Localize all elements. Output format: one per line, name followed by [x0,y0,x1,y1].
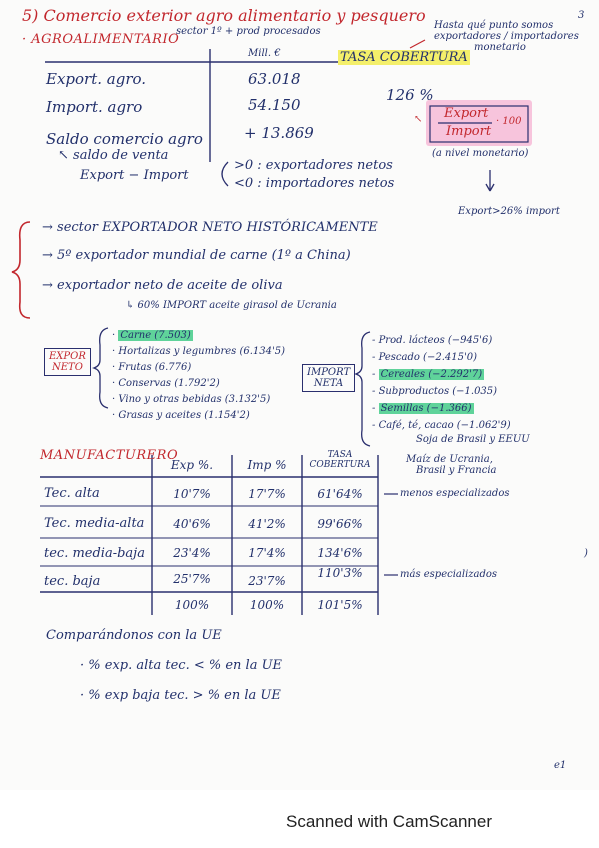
saldo-agro-label: Saldo comercio agro [46,130,203,148]
cell-cov: 110'3% [317,566,363,580]
saldo-note: ↖ saldo de venta [58,148,169,163]
row-label: tec. baja [44,574,101,589]
cell-imp: 17'4% [248,546,286,560]
coverage-label: TASA COBERTURA [340,50,468,65]
bullet-exportador-neto: → sector EXPORTADOR NETO HISTÓRICAMENTE [42,220,378,235]
row-label: Tec. alta [44,486,100,501]
unit-label: Mill. € [248,48,281,59]
export-item: · Vino y otras bebidas (3.132'5) [112,394,271,405]
export-neto-list [112,328,285,424]
export-agro-label: Export. agro. [46,70,147,88]
formula-note: (a nivel monetario) [432,148,529,159]
cell-exp: 23'4% [173,546,211,560]
agro-corner-note: Hasta qué punto somos exportadores / importadores monetario [434,20,579,53]
cell-imp: 17'7% [248,487,286,501]
page-number: 3 [578,10,585,21]
page-heading: 5) Comercio exterior agro alimentario y pesquero [22,6,426,25]
comparison-item: · % exp baja tec. > % en la UE [80,688,281,703]
bullet-girasol: ↳ 60% IMPORT aceite girasol de Ucrania [126,300,337,311]
comparison-title: Comparándonos con la UE [46,628,222,643]
header-coverage: TASA COBERTURA [309,450,371,470]
cell-cov: 134'6% [317,546,363,560]
import-neto-label: IMPORT NETA [302,364,355,392]
formula-arrow: ↖ [414,114,423,125]
cell-cov: 99'66% [317,517,363,531]
agro-arrow-note: sector 1º + prod procesados [176,26,321,37]
cell-exp: 25'7% [173,572,211,586]
header-exp: Exp %. [170,458,214,472]
import-item: - Café, té, cacao (−1.062'9) [372,420,511,431]
export-agro-value: 63.018 [248,70,301,88]
import-item: - Subproductos (−1.035) [372,386,498,397]
import-item: - Cereales (−2.292'7) [372,369,483,380]
saldo-case-positive: >0 : exportadores netos [234,158,393,173]
header-imp: Imp % [247,458,287,472]
cell-imp: 23'7% [248,574,286,588]
export-threshold-note: Export>26% import [458,206,560,217]
import-agro-value: 54.150 [248,96,301,114]
row-label: Tec. media-alta [44,516,145,531]
maiz-note: Maíz de Ucrania, Brasil y Francia [406,454,497,476]
formula-multiplier: · 100 [496,116,522,127]
cell-cov: 61'64% [317,487,363,501]
margin-mark: ) [584,548,588,559]
import-item: - Prod. lácteos (−945'6) [372,335,493,346]
comparison-item: · % exp. alta tec. < % en la UE [80,658,283,673]
saldo-agro-value: + 13.869 [244,124,314,142]
manufacturero-title: MANUFACTURERO [40,448,179,463]
cell-exp: 10'7% [173,487,211,501]
bullet-aceite-oliva: → exportador neto de aceite de oliva [42,278,283,293]
import-neto-list [372,332,511,434]
corner-bottom-mark: e1 [554,760,567,771]
soja-note: Soja de Brasil y EEUU [416,434,530,445]
saldo-case-negative: <0 : importadores netos [234,176,395,191]
saldo-formula: Export − Import [80,168,189,183]
export-neto-label: EXPOR NETO [44,348,91,376]
cell-exp: 40'6% [173,517,211,531]
export-item: · Grasas y aceites (1.154'2) [112,410,250,421]
coverage-value: 126 % [386,86,434,104]
import-item: - Pescado (−2.415'0) [372,352,477,363]
import-agro-label: Import. agro [46,98,143,116]
total-imp: 100% [249,598,285,612]
bullet-carne: → 5º exportador mundial de carne (1º a China) [42,248,351,263]
formula-numerator: Export [444,106,489,121]
row-note: menos especializados [400,488,510,499]
cell-imp: 41'2% [248,517,286,531]
total-cov: 101'5% [317,598,363,612]
agro-title: · AGROALIMENTARIO [22,32,180,47]
import-item: - Semillas (−1.366) [372,403,472,414]
export-item: · Hortalizas y legumbres (6.134'5) [112,346,286,357]
export-item: · Carne (7.503) [112,330,191,341]
formula-denominator: Import [446,124,492,139]
export-item: · Frutas (6.776) [112,362,192,373]
scanner-watermark: Scanned with CamScanner [286,812,493,831]
row-label: tec. media-baja [44,546,145,561]
row-note: más especializados [400,569,498,580]
total-exp: 100% [174,598,210,612]
export-item: · Conservas (1.792'2) [112,378,220,389]
